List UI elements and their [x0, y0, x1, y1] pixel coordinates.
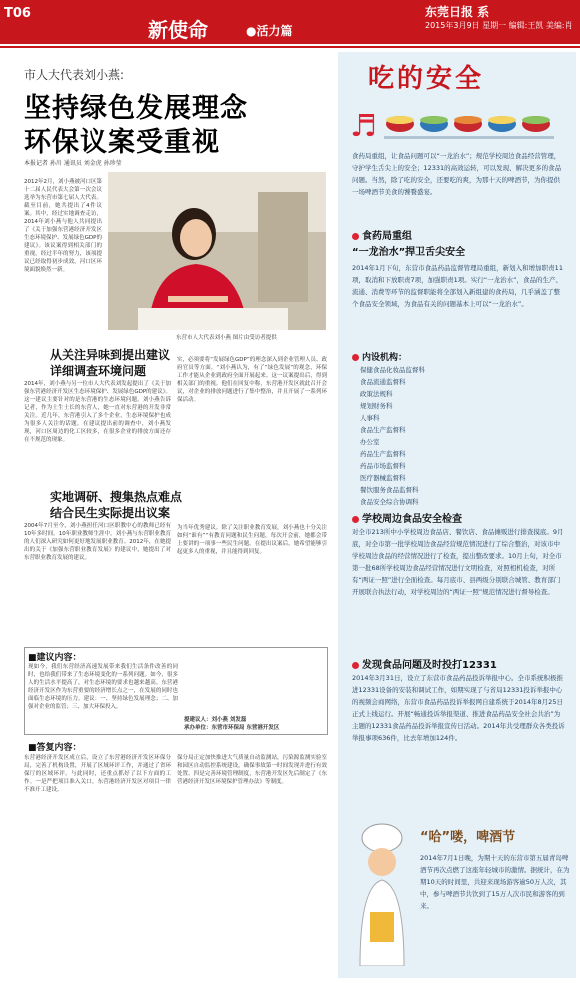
agency-item: 药品市场监督科 [360, 462, 406, 470]
reply-body-b: 保分局正定加快推进大气质量自动监测站，污染源监测实验室和园区自动监控系统建设，确保事故第一时间发现并进行有效处置。四是完善环境管理制度，东营港开发区先后制定了《东营港经济开发区环境保护管理办法》等制度。 [177, 755, 327, 785]
agencies-title [352, 350, 407, 363]
chef-icon [352, 816, 412, 966]
reply-body-a: 东营港经济开发区成立后，设立了东营港经济开发区环保分局，完善了机构设置，开展了区域环评工作，并通过了省环保厅的区域环评。与此同时，还重点抓好了以下方面的工作。一是严把项目准入关口。东营港经济开发区对项目一律不准开工建设。 [24, 755, 171, 793]
page-number: T06 [4, 6, 31, 21]
portrait-illustration [108, 172, 326, 330]
section-1-title-a [352, 227, 412, 242]
section-3-body: 2014年3月31日，设立了东营市食品药品投诉举报中心。全市系统积极推进12331设备的安装和调试工作，如期实现了与省局12331投诉举报中心的视频会商网络，东营市食品药品投诉举报网自建系统于2014年8月25日正式上线运行。开展“畅通投诉举报渠道、推进食品药品安全社会共治”为主题的12331食品药品投诉举报宣传日活动。2014年共受理群众各类投诉举报事项636件，比去年增加124件。 [352, 674, 565, 742]
agency-item: 药品生产监督科 [360, 450, 406, 458]
article-kicker: 市人大代表刘小燕: [24, 68, 125, 82]
section-1-body-b: 实，必须要将“发展绿色GDP”的理念深入到企业管理人员、政府官员等方面。“刘小燕认为，有了“绿色发展”的观念，环保工作才能从企业到政府全面开展起来。这一议案提出后，得到相关部门的重视。他们在回复中称，东营港开发区就此召开会议，对企业的排放问题进行了集中整治，并且开展了一系列环保活动。 [177, 357, 327, 403]
proposal-signature-b: 承办单位：东营市环保局 东营港开发区 [184, 725, 280, 731]
section-2-body: 对全市213所中小学校周边食品店、餐饮店、食品摊贩进行排查摸底。9月底，对全市第一批学校周边食品经营规范情况进行了综合整治，对该市中学校周边食品的经营情况进行了检查，提出整改要求。10月上旬，对全市第一批68所学校周边食品经营情况进行文明检查，对照相机检查，对所有“两证一照”进行全面检查。每月底市、县两级分别联合城管、教育部门开展联合执法行动，对学校周边的“两证一照”规范情况进行督导检查。 [352, 528, 564, 596]
section-3-title-text: 发现食品问题及时投打12331 [362, 660, 497, 671]
food-bowls-banner [344, 100, 572, 146]
photo-caption: 东营市人大代表刘小燕 图片由受访者提供 [176, 335, 277, 341]
bullet-icon [352, 354, 359, 361]
reply-box-title: ■答复内容： [28, 743, 82, 753]
agency-item: 食品流通监督科 [360, 378, 406, 386]
section-1-body: 2014年1月下旬，东营市食品药品监督管理局重组，新划入和增加职责11项，取消和下放职责7项，加强职责1项。实行“一龙治水”，食品的生产、流通、消费等环节的监督职能将全部划入新组建的食药局，几乎涵盖了整个食品安全领域，为食品有关的问题基本上可以“一龙治水”。 [352, 264, 563, 308]
chef-illustration [352, 816, 412, 966]
subhead-1-line-2: 详细调查环境问题 [50, 364, 147, 378]
subhead-2-line-2: 结合民生实际提出议案 [50, 506, 171, 520]
headline-line-1: 坚持绿色发展理念 [24, 93, 248, 124]
section-4-body: 2014年7月1日晚，为期十天的东营市第五届青岛啤酒节再次点燃了这座年轻城市的激情。据统计，在为期10天的时间里，共迎来现场游客逾50万人次，其中，参与啤酒节共饮到了15万人次市民和游客的到来。 [420, 854, 570, 910]
column-title: 新使命 [148, 18, 208, 42]
section-1-title-a-text: 食药局重组 [362, 231, 412, 242]
section-3-title [352, 656, 497, 671]
food-bowls-icon [344, 100, 572, 146]
proposal-box-body: 现如今，我们东营经济高速发展带来我们生活条件改善的同时，也给我们带来了生态环境变化的一系列问题。如今，很多人的生活水平提高了，对生态环境的要求也越来越高。东营港经济开发区作为东营重要的经济增长点之一，在发展的同时也面临生态环境的压力。建议：一、坚持绿色发展理念；二、加强对企业的监管；三、加大环保投入。 [28, 664, 178, 710]
paper-name: 东莞日报 系 [425, 5, 490, 19]
subhead-1-line-1: 从关注异味到提出建议 [50, 348, 171, 362]
article-lead: 2012年2月，刘小燕被河口区第十二届人民代表大会第一次会议选举为东营市第七届人大代表。截至目前，她共提出了4件议案。其中，经过实地调查走访，2014年刘小燕与他人共同提出了《关于加强东营港经济开发区生态环境保护、发展绿色GDP的建议》。该议案得到相关部门的重视，经过半年的努力，该项提议已经取得初步成效，河口区环境面貌焕然一新。 [24, 179, 102, 273]
section-2-title-text: 学校周边食品安全检查 [362, 514, 462, 525]
agency-item: 人事科 [360, 414, 380, 422]
byline: 本报记者 孙川 通讯员 刘金虎 孙珍莹 [24, 160, 122, 167]
header-rule [0, 46, 580, 48]
agency-item: 政策法规科 [360, 390, 393, 398]
agency-item: 餐饮服务食品监督科 [360, 486, 419, 494]
agencies-title-text: 内设机构： [362, 353, 408, 363]
proposal-signature-a: 提建议人：刘小燕 刘发磊 [184, 717, 247, 723]
agency-item: 规划财务科 [360, 402, 393, 410]
agency-list [360, 364, 560, 508]
subhead-2-line-1: 实地调研、搜集热点难点 [50, 490, 183, 504]
section-2-body-b: 为当年优秀建议。除了关注职业教育发展，刘小燕也十分关注如何“谁有”“有教育问题和民生问题，每次开会前，她都会带上要讲的一项事一些民生问题。在提出议案后，她希望能够引起更多人的重视，并且能得到回复。 [177, 525, 327, 555]
agency-item: 食品生产监督科 [360, 426, 406, 434]
bullet-icon [352, 516, 359, 523]
section-2-title [352, 510, 462, 525]
bullet-icon [352, 233, 359, 240]
reporter-photo [108, 172, 326, 330]
section-1-title-b: “一龙治水”捍卫舌尖安全 [352, 247, 466, 258]
agency-item: 保健食品化妆品监督科 [360, 366, 425, 374]
paper-meta: 2015年3月9日 星期一 编辑:王凯 美编:肖 [425, 21, 573, 30]
agency-item: 食品安全综合协调科 [360, 498, 419, 506]
headline-line-2: 环保议案受重视 [24, 127, 220, 158]
section-1-body-a: 2014年，刘小燕与另一位市人大代表刘发起提出了《关于加强东营港经济开发区生态环境保护、发展绿色GDP的建议》。这一建议主要针对的是东营港的生态环境问题。刘小燕告诉记者，作为土生土长的东营人，她一直对东营港的开发非常关注。近几年，东营港引入了多个企业，生态环境保护也成为很多人关注的话题。在建议提出前的调查中，刘小燕发现，河口区周边的化工区较多，在很多企业的排放方面还存在不规范的现象。 [24, 381, 171, 443]
agency-item: 医疗器械监督科 [360, 474, 406, 482]
bullet-icon [352, 662, 359, 669]
sidebar-title: 吃的安全 [368, 64, 485, 94]
section-2-body-a: 2004年7月至今，刘小燕担任河口区职教中心的教师已经有10年多时间。10年职业教师生涯中，刘小燕与东营职业教育的人们深入研究如何更好地发展职业教育。2012年，在她提出的关于《加强东营职业教育发展》的建议中，她提出了对东营职业教育发展的建议。 [24, 523, 171, 561]
sidebar-intro: 食药局重组，让食品问题可以“一龙治水”；规范学校周边食品经营管理，守护学生舌尖上的安全；12331的高效运转，可以发现、解决更多的食品问题。当然，除了吃的安全，还要吃的爽，为那十天的啤酒节，为你提供一场啤酒节美食的饕餮盛宴。 [352, 152, 562, 196]
agency-item: 办公室 [360, 438, 380, 446]
section-label: ●活力篇 [246, 24, 293, 38]
svg-text:♬: ♬ [350, 109, 377, 144]
proposal-box-title: ■建议内容： [28, 653, 82, 663]
section-4-title: “哈”喽，啤酒节 [420, 830, 516, 845]
